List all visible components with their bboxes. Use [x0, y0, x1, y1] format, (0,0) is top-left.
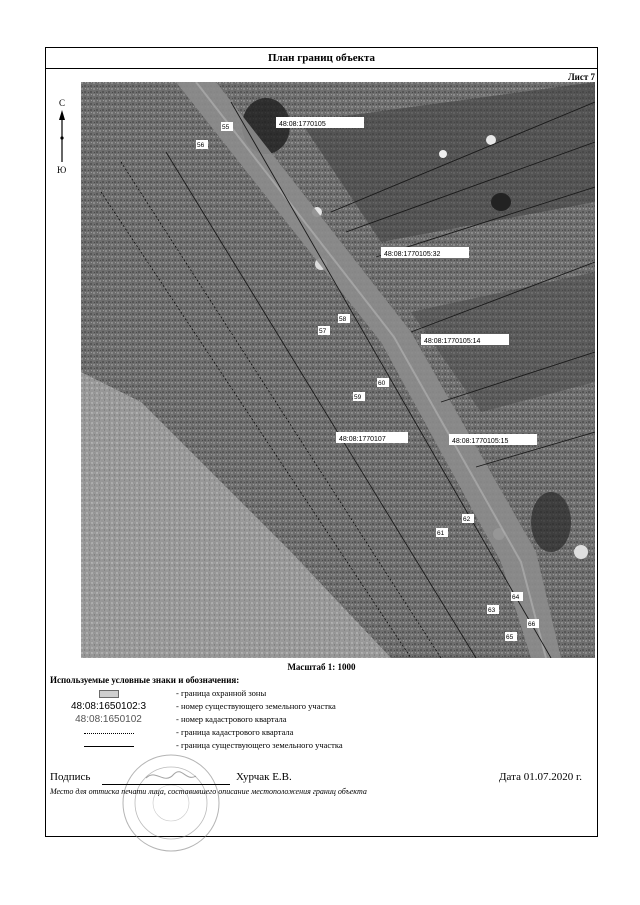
signature-line [102, 784, 230, 785]
quarter-boundary-symbol [46, 726, 171, 739]
aerial-map [81, 82, 595, 658]
point-label-3: 57 [319, 328, 327, 335]
protection-zone-symbol [46, 687, 171, 700]
parcel-label-5: 48:08:1770105:15 [452, 438, 509, 445]
legend-text-quarter-boundary: - граница кадастрового квартала [176, 727, 294, 737]
legend-text-quarter-number: - номер кадастрового квартала [176, 714, 287, 724]
scale-label: Масштаб 1: 1000 [287, 662, 356, 672]
compass-north-label: С [59, 98, 66, 108]
point-label-1: 55 [222, 124, 230, 131]
legend-row-parcel-number [46, 700, 597, 713]
legend-row-quarter-boundary [46, 726, 597, 739]
signer-name: Хурчак Е.В. [236, 771, 292, 783]
legend-row-quarter-number [46, 713, 597, 726]
north-arrow [52, 96, 76, 176]
legend-text-parcel-number: - номер существующего земельного участка [176, 701, 336, 711]
document-sheet [45, 47, 598, 837]
point-label-8: 62 [463, 516, 471, 523]
compass-south-label: Ю [57, 165, 67, 175]
point-label-6: 60 [378, 380, 386, 387]
stamp-place-note: Место для оттиска печати лица, составившего описание местоположения границ объекта [50, 787, 367, 796]
signature-label: Подпись [50, 771, 91, 783]
legend-title: Используемые условные знаки и обозначения: [50, 675, 240, 685]
signature-row [50, 771, 590, 787]
legend-row-protection-zone [46, 687, 597, 700]
parcel-label-3: 48:08:1770105:14 [424, 338, 481, 345]
document-title: План границ объекта [46, 48, 597, 69]
signature-date: Дата 01.07.2020 г. [499, 771, 582, 783]
point-label-4: 58 [339, 316, 347, 323]
parcel-number-example: 48:08:1650102:3 [70, 701, 147, 712]
point-label-10: 64 [512, 594, 520, 601]
legend-text-protection-zone: - граница охранной зоны [176, 688, 267, 698]
point-label-5: 59 [354, 394, 362, 401]
parcel-label-1: 48:08:1770105 [279, 121, 326, 128]
parcel-label-4: 48:08:1770107 [339, 436, 386, 443]
point-label-9: 63 [488, 607, 496, 614]
point-label-2: 56 [197, 142, 205, 149]
parcel-label-2: 48:08:1770105:32 [384, 251, 441, 258]
point-label-11: 65 [506, 634, 514, 641]
point-label-7: 61 [437, 530, 445, 537]
legend-text-parcel-boundary: - граница существующего земельного участка [176, 740, 343, 750]
quarter-number-example: 48:08:1650102 [75, 714, 142, 725]
point-label-12: 66 [528, 621, 536, 628]
round-stamp-image [116, 748, 226, 858]
sheet-number: Лист 7 [567, 72, 595, 82]
